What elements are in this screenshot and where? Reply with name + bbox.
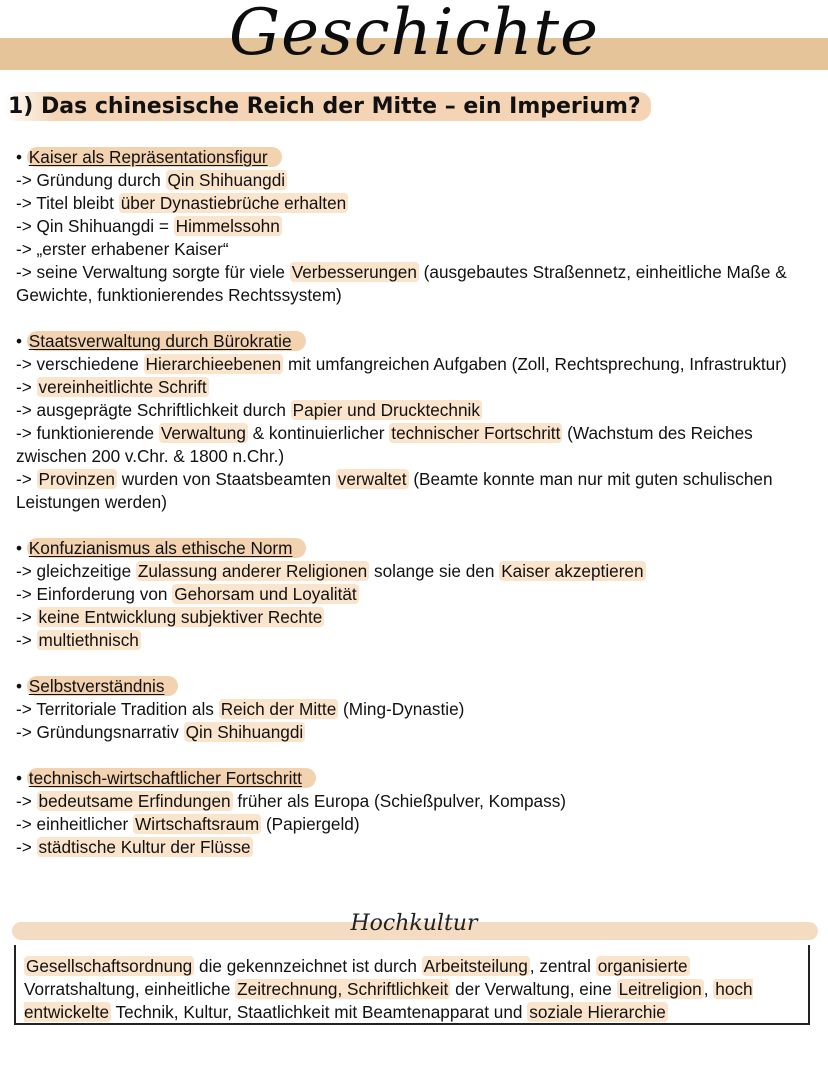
note-line <box>16 629 816 652</box>
note-line <box>16 215 816 238</box>
note-text: -> <box>16 791 37 811</box>
note-highlight: Qin Shihuangdi <box>167 170 286 190</box>
definition-highlight: hoch entwickelte <box>24 979 753 1022</box>
note-text: -> Territoriale Tradition als <box>16 699 219 719</box>
note-text: (Papiergeld) <box>261 814 360 834</box>
hochkultur-label: Hochkultur <box>350 911 478 936</box>
note-highlight: Gehorsam und Loyalität <box>174 584 357 604</box>
note-line <box>16 422 816 468</box>
section-heading-label: Staatsverwaltung durch Bürokratie <box>27 331 306 351</box>
note-line <box>16 813 816 836</box>
note-text: -> <box>16 837 37 857</box>
definition-highlight: Gesellschaftsordnung <box>26 956 193 976</box>
note-highlight: Verbesserungen <box>291 262 417 282</box>
note-text: (Ming-Dynastie) <box>338 699 465 719</box>
section-heading <box>16 330 816 353</box>
note-text: solange sie den <box>369 561 500 581</box>
note-text: -> funktionierende <box>16 423 159 443</box>
definition-text: Vorratshaltung, einheitliche <box>24 979 236 999</box>
note-highlight: Zulassung anderer Religionen <box>137 561 368 581</box>
definition-text: der Verwaltung, eine <box>450 979 617 999</box>
note-highlight: Reich der Mitte <box>220 699 337 719</box>
bullet-icon: • <box>16 676 27 696</box>
section-heading <box>16 767 816 790</box>
note-highlight: keine Entwicklung subjektiver Rechte <box>38 607 323 627</box>
note-highlight: Papier und Drucktechnik <box>292 400 480 420</box>
note-line <box>16 836 816 859</box>
note-line <box>16 261 816 307</box>
note-highlight: über Dynastiebrüche erhalten <box>120 193 347 213</box>
bullet-icon: • <box>16 538 27 558</box>
note-text: (ausgebautes Straßennetz, einheitliche Maße & Gewichte, funktionierendes Rechtssystem) <box>16 262 787 305</box>
definition-highlight: organisierte <box>597 956 688 976</box>
definition-text: die gekennzeichnet ist durch <box>194 956 422 976</box>
note-line <box>16 192 816 215</box>
note-highlight: Provinzen <box>38 469 115 489</box>
note-text: wurden von Staatsbeamten <box>116 469 336 489</box>
section-heading-label: Selbstverständnis <box>27 676 179 696</box>
note-text: -> <box>16 377 37 397</box>
note-text: -> <box>16 469 37 489</box>
definition-text: Technik, Kultur, Staatlichkeit mit Beamtenapparat und <box>111 1002 528 1022</box>
note-text: -> Einforderung von <box>16 584 173 604</box>
note-line <box>16 698 816 721</box>
bullet-icon: • <box>16 147 27 167</box>
bullet-icon: • <box>16 768 27 788</box>
note-line <box>16 238 816 261</box>
definition-text: , zentral <box>529 956 596 976</box>
note-text: -> Gründung durch <box>16 170 166 190</box>
note-line <box>16 721 816 744</box>
note-line <box>16 606 816 629</box>
section-heading-label: Kaiser als Repräsentationsfigur <box>27 147 282 167</box>
note-text: -> <box>16 630 37 650</box>
note-text: -> Gründungsnarrativ <box>16 722 184 742</box>
section-heading <box>16 675 816 698</box>
definition-highlight: Arbeitsteilung <box>423 956 528 976</box>
bullet-icon: • <box>16 331 27 351</box>
section <box>16 537 816 652</box>
definition-text: , <box>703 979 714 999</box>
note-text: -> verschiedene <box>16 354 144 374</box>
note-highlight: technischer Fortschritt <box>391 423 561 443</box>
subtitle-wrap <box>4 92 651 121</box>
page-title: Geschichte <box>228 0 600 70</box>
note-text: -> <box>16 607 37 627</box>
note-text: -> gleichzeitige <box>16 561 136 581</box>
note-highlight: vereinheitlichte Schrift <box>38 377 207 397</box>
chapter-heading: 1) Das chinesische Reich der Mitte – ein Imperium? <box>4 92 651 121</box>
note-line <box>16 353 816 376</box>
note-highlight: Wirtschaftsraum <box>135 814 260 834</box>
note-text: -> seine Verwaltung sorgte für viele <box>16 262 290 282</box>
definition-highlight: Leitreligion <box>618 979 702 999</box>
note-highlight: Qin Shihuangdi <box>185 722 304 742</box>
note-text: -> Qin Shihuangdi = <box>16 216 174 236</box>
note-highlight: verwaltet <box>337 469 407 489</box>
note-highlight: Hierarchieebenen <box>145 354 282 374</box>
section <box>16 767 816 859</box>
note-highlight: Verwaltung <box>160 423 246 443</box>
section-heading-label: technisch-wirtschaftlicher Fortschritt <box>27 768 316 788</box>
definition-highlight: Zeitrechnung, Schriftlichkeit <box>237 979 449 999</box>
note-line <box>16 376 816 399</box>
note-line <box>16 790 816 813</box>
note-line <box>16 399 816 422</box>
hochkultur-definition-box <box>14 945 810 1025</box>
note-text: -> Titel bleibt <box>16 193 119 213</box>
note-text: früher als Europa (Schießpulver, Kompass) <box>232 791 567 811</box>
note-highlight: bedeutsame Erfindungen <box>38 791 231 811</box>
note-line <box>16 169 816 192</box>
note-highlight: multiethnisch <box>38 630 139 650</box>
note-highlight: Himmelssohn <box>175 216 280 236</box>
note-text: -> einheitlicher <box>16 814 134 834</box>
section-heading <box>16 537 816 560</box>
note-text: (Beamte konnte man nur mit guten schulischen Leistungen werden) <box>16 469 773 512</box>
section <box>16 330 816 514</box>
note-text: -> „erster erhabener Kaiser“ <box>16 239 229 259</box>
section-heading <box>16 146 816 169</box>
note-text: & kontinuierlicher <box>247 423 390 443</box>
section <box>16 146 816 307</box>
note-text: -> ausgeprägte Schriftlichkeit durch <box>16 400 291 420</box>
section <box>16 675 816 744</box>
note-highlight: städtische Kultur der Flüsse <box>38 837 251 857</box>
note-text: (Wachstum des Reiches zwischen 200 v.Chr. & 1800 n.Chr.) <box>16 423 753 466</box>
note-text: mit umfangreichen Aufgaben (Zoll, Rechtsprechung, Infrastruktur) <box>283 354 787 374</box>
definition-highlight: soziale Hierarchie <box>529 1002 666 1022</box>
note-highlight: Kaiser akzeptieren <box>501 561 644 581</box>
note-line <box>16 583 816 606</box>
note-line <box>16 560 816 583</box>
notes-content <box>16 146 816 882</box>
note-line <box>16 468 816 514</box>
section-heading-label: Konfuzianismus als ethische Norm <box>27 538 307 558</box>
